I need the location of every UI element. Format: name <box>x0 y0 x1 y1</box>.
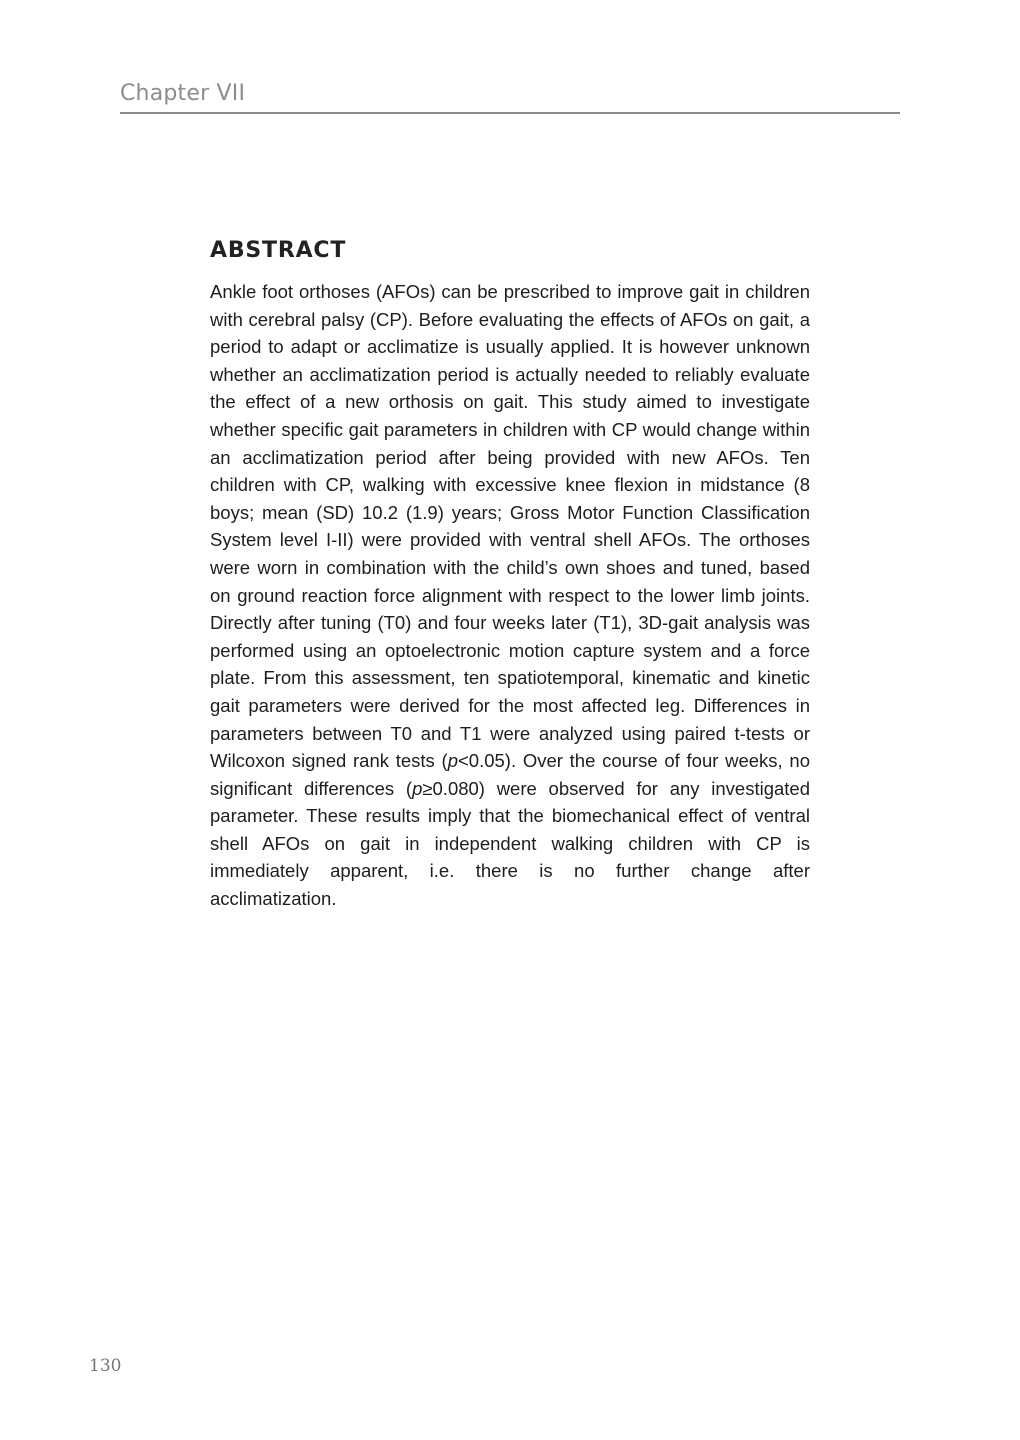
p-value-symbol-1: p <box>447 750 458 772</box>
abstract-text-part-3: ≥0.080) were observed for any investigated parameter. These results imply that the biomechanical effect of ventral shell AFOs on gait in independent walking children with CP is immediately apparent, i.e. there is no further change after acclimatization. <box>210 777 810 910</box>
abstract-section <box>210 236 810 913</box>
abstract-text-part-1: Ankle foot orthoses (AFOs) can be prescribed to improve gait in children with cerebral palsy (CP). Before evaluating the effects of AFOs on gait, a period to adapt or acclimatize is usually applied. It is however unknown whether an acclimatization period is actually needed to reliably evaluate the effect of a new orthosis on gait. This study aimed to investigate whether specific gait parameters in children with CP would change within an acclimatization period after being provided with new AFOs. Ten children with CP, walking with excessive knee flexion in midstance (8 boys; mean (SD) 10.2 (1.9) years; Gross Motor Function Classification System level I-II) were provided with ventral shell AFOs. The orthoses were worn in combination with the child’s own shoes and tuned, based on ground reaction force alignment with respect to the lower limb joints. Directly after tuning (T0) and four weeks later (T1), 3D-gait analysis was performed using an optoelectronic motion capture system and a force plate. From this assessment, ten spatiotemporal, kinematic and kinetic gait parameters were derived for the most affected leg. Differences in parameters between T0 and T1 were analyzed using paired t-tests or Wilcoxon signed rank tests ( <box>210 281 810 772</box>
abstract-heading: ABSTRACT <box>210 238 347 263</box>
p-value-symbol-2: p <box>412 777 423 799</box>
page-number: 130 <box>89 1356 122 1376</box>
running-header <box>120 80 900 114</box>
abstract-text-part-2: <0.05). Over the course of four weeks, no significant differences ( <box>210 750 811 799</box>
chapter-title: Chapter VII <box>120 81 246 106</box>
abstract-body <box>210 278 810 913</box>
